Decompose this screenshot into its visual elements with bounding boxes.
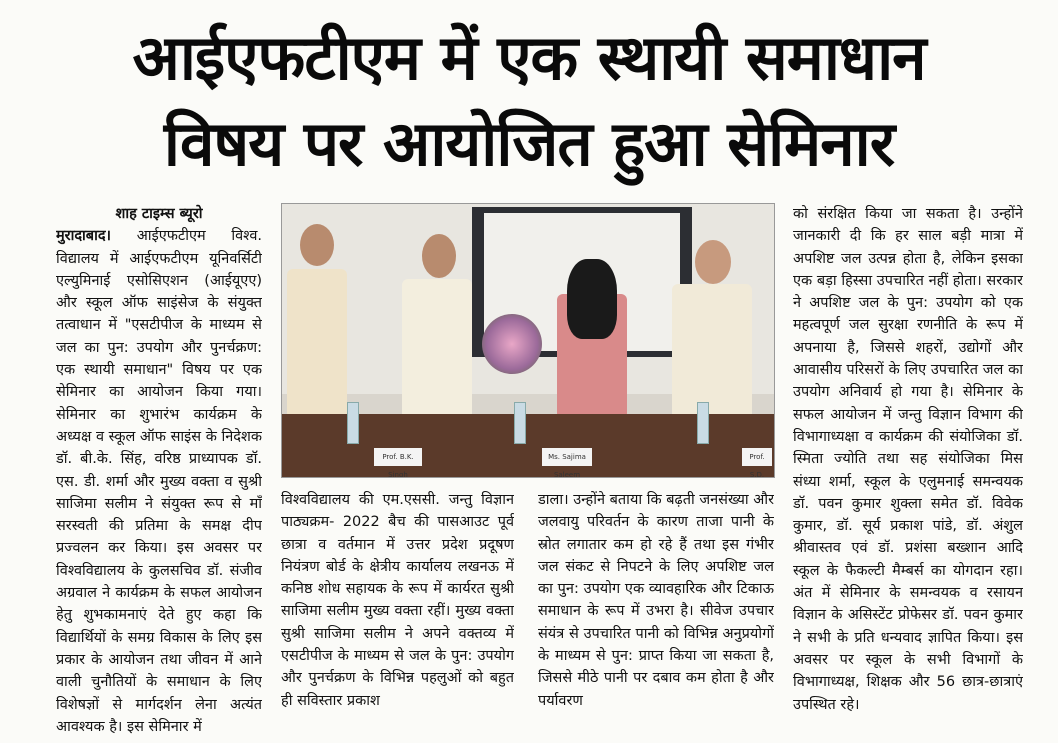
article-column-4 [793,203,1023,743]
bouquet [482,314,542,374]
nameplate: Prof. B.K. Singh [374,448,422,466]
lead-paragraph [56,225,262,738]
person-centre-left [402,279,472,419]
article-column-1 [56,203,262,743]
water-bottle [514,402,526,444]
article-column-3 [538,489,774,743]
person-right-head [695,240,731,284]
column-4-text: को संरक्षित किया जा सकता है। उन्होंने जानकारी दी कि हर साल बड़ी मात्रा में अपशिष्ट जल उत्पन्न होता है, लेकिन इसका एक बड़ा हिस्सा उपचारित नहीं होता। सरकार ने अपशिष्ट जल के पुन: उपयोग को एक महत्वपूर्ण जल सुरक्षा रणनीति के रूप में अपनाया है, जिससे शहरों, उद्योगों और आवासीय परिसरों के लिए उपचारित जल का उपयोग अनिवार्य हो गया है। सेमिनार के सफल आयोजन में जन्तु विज्ञान विभाग की विभागाध्यक्षा व कार्यक्रम की संयोजिका डॉ. स्मिता ज्योति तथा सह संयोजिका मिस संध्या शर्मा, स्कूल के एलुमनाई समन्वयक डॉ. पवन कुमार शुक्ला समेत डॉ. विवेक कुमार, डॉ. सूर्य प्रकाश पांडे, डॉ. अंशुल श्रीवास्तव एवं डॉ. प्रशंसा बख्शान आदि स्कूल के फैकल्टी मैम्बर्स का योगदान रहा। अंत में सेमिनार के समन्वयक व रसायन विज्ञान के असिस्टेंट प्रोफेसर डॉ. पवन कुमार ने सभी के प्रति धन्यवाद ज्ञापित किया। इस अवसर पर स्कूल के सभी विभागों के विभागाध्यक्ष, शिक्षक और 56 छात्र-छात्राएं उपस्थित रहे। [793,206,1023,713]
byline: शाह टाइम्स ब्यूरो [115,206,203,222]
article-column-2 [281,489,514,743]
event-photo [281,203,775,478]
person-centre-left-head [422,234,456,278]
speaker-head-scarf [567,259,617,339]
person-left [287,269,347,419]
water-bottle [347,402,359,444]
column-3-text: डाला। उन्होंने बताया कि बढ़ती जनसंख्या और जलवायु परिवर्तन के कारण ताजा पानी के स्रोत लगातार कम हो रहे हैं तथा इस गंभीर जल संकट से निपटने के लिए अपशिष्ट जल का पुन: उपयोग एक व्यावहारिक और टिकाऊ समाधान के रूप में उभरा है। सीवेज उपचार संयंत्र से उपचारित पानी को विभिन्न अनुप्रयोगों के माध्यम से पुन: प्राप्त किया जा सकता है, जिससे मीठे पानी पर दबाव कम होता है और पर्यावरण [538,492,774,709]
person-left-head [300,224,334,266]
dateline: मुरादाबाद। [56,228,112,245]
headline-line-1: आईएफटीएम में एक स्थायी समाधान [132,21,926,94]
person-right [672,284,752,419]
column-1-text: आईएफटीएम विश्व. विद्यालय में आईएफटीएम यूनिवर्सिटी एल्युमिनाई एसोसिएशन (आईयूएए) और स्कूल ऑफ साइंसेज के संयुक्त तत्वाधान में "एसटीपीज के माध्यम से जल का पुन: उपयोग और पुनर्चक्रण: एक स्थायी समाधान" विषय पर एक सेमिनार का आयोजन किया गया। सेमिनार का शुभारंभ कार्यक्रम के अध्यक्ष व स्कूल ऑफ साइंस के निदेशक डॉ. बी.के. सिंह, वरिष्ठ प्राध्यापक डॉ. एस. डी. शर्मा और मुख्य वक्ता व सुश्री साजिमा सलीम ने संयुक्त रूप से माँ सरस्वती की प्रतिमा के समक्ष दीप प्रज्वलन कर किया। इस अवसर पर विश्वविद्यालय के कुलसचिव डॉ. संजीव अग्रवाल ने कार्यक्रम के सफल आयोजन हेतु शुभकामनाएं देते हुए कहा कि विद्यार्थियों के समग्र विकास के लिए इस प्रकार के आयोजन तथा जीवन में आने वाली चुनौतियों के समाधान के लिए विशेषज्ञों से मार्गदर्शन लेना अत्यंत आवश्यक है। इस सेमिनार में [56,228,262,735]
column-2-text: विश्वविद्यालय की एम.एससी. जन्तु विज्ञान पाठ्यक्रम- 2022 बैच की पासआउट पूर्व छात्रा व वर्तमान में उत्तर प्रदेश प्रदूषण नियंत्रण बोर्ड के क्षेत्रीय कार्यालय लखनऊ में कनिष्ठ शोध सहायक के रूप में कार्यरत सुश्री साजिमा सलीम मुख्य वक्ता रहीं। मुख्य वक्ता सुश्री साजिमा सलीम ने अपने वक्तव्य में एसटीपीज के माध्यम से जल के पुन: उपयोग और पुनर्चक्रण के विभिन्न पहलुओं को बहुत ही सविस्तार प्रकाश [281,492,514,709]
nameplate: Prof. S.D. [742,448,772,466]
water-bottle [697,402,709,444]
nameplate: Ms. Sajima Saleem [542,448,592,466]
headline-line-2: विषय पर आयोजित हुआ सेमिनार [163,107,895,180]
